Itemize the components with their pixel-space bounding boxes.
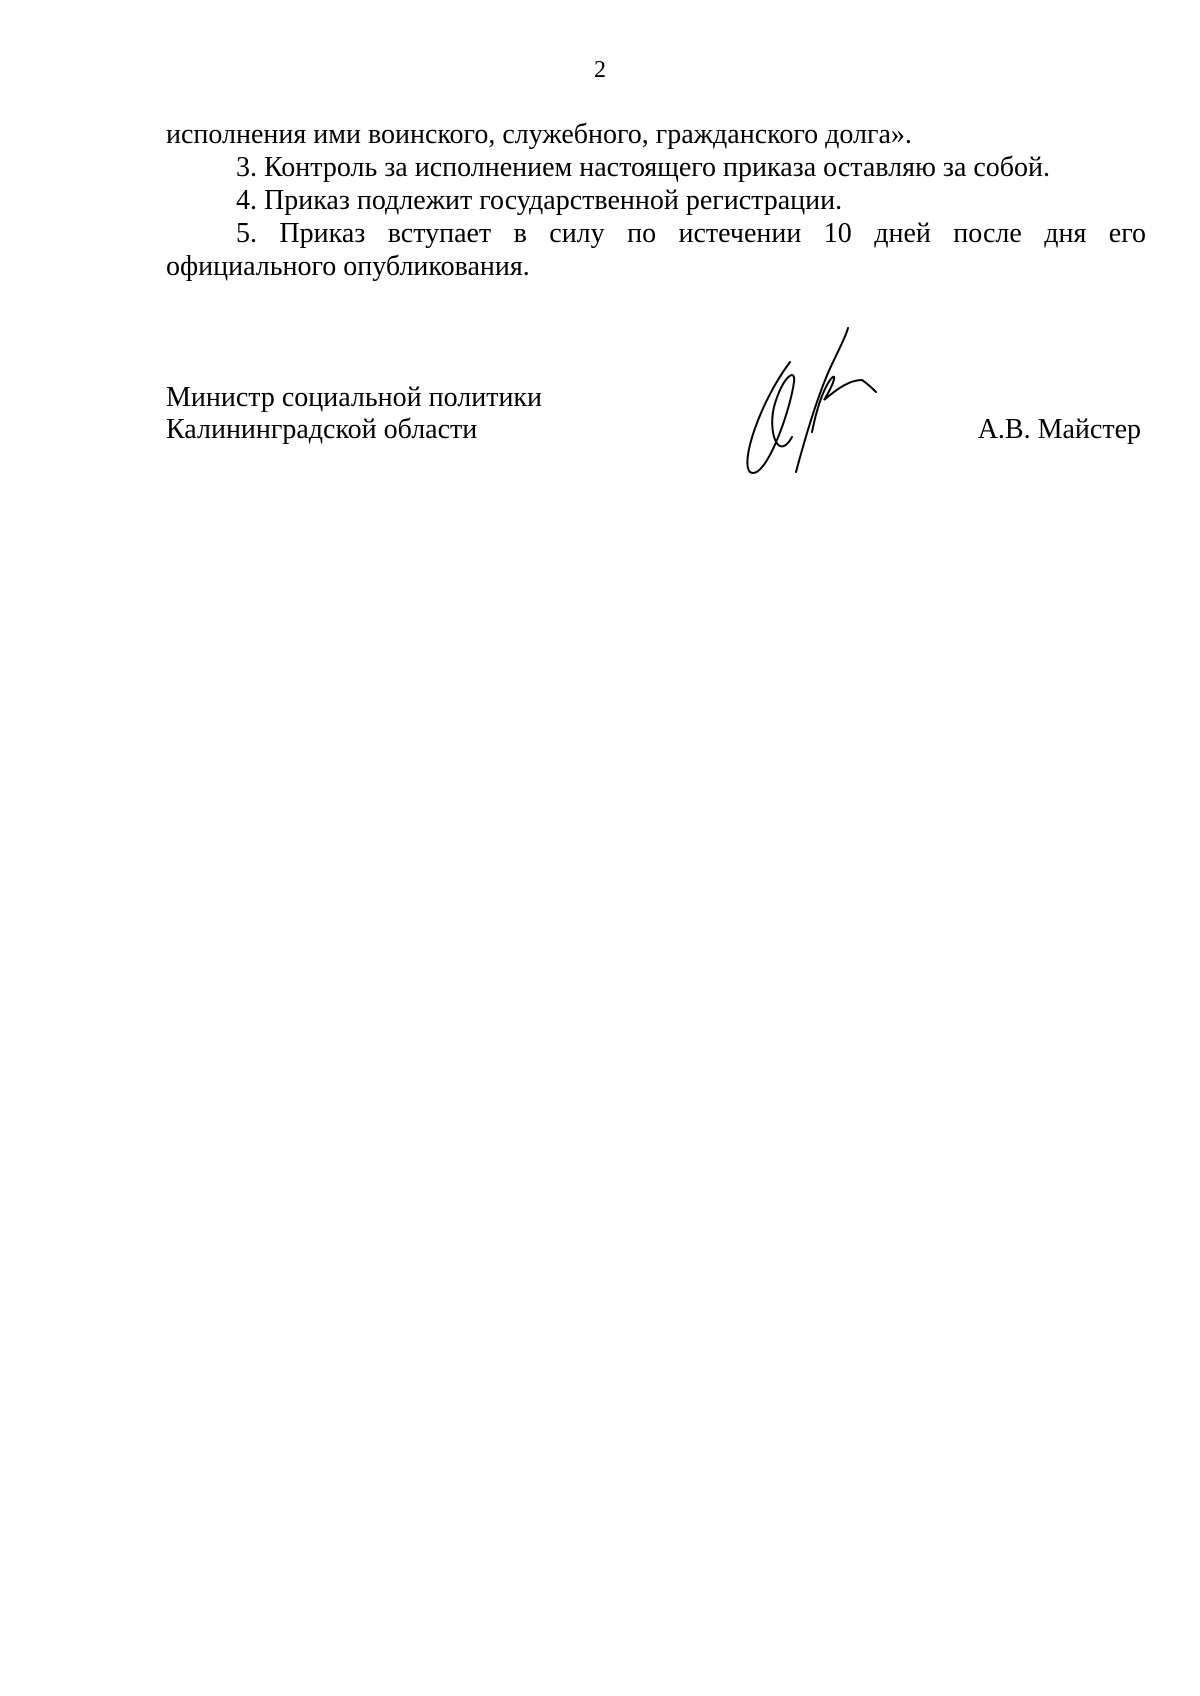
paragraph-5: 5. Приказ вступает в силу по истечении 10 дней после дня его официального опубликования. <box>166 218 1146 282</box>
page-number: 2 <box>594 57 606 83</box>
paragraph-continuation: исполнения ими воинского, служебного, гражданского долга». <box>166 119 912 150</box>
document-body <box>166 118 1146 283</box>
handwritten-signature <box>730 322 890 482</box>
paragraph-3: 3. Контроль за исполнением настоящего приказа оставляю за собой. <box>236 152 1051 183</box>
signatory-title-line-2: Калининградской области <box>166 414 478 445</box>
signatory-name: А.В. Майстер <box>977 414 1141 445</box>
signatory-title-line-1: Министр социальной политики <box>166 382 543 413</box>
signatory-title <box>166 382 542 446</box>
paragraph-4: 4. Приказ подлежит государственной регистрации. <box>236 185 843 216</box>
